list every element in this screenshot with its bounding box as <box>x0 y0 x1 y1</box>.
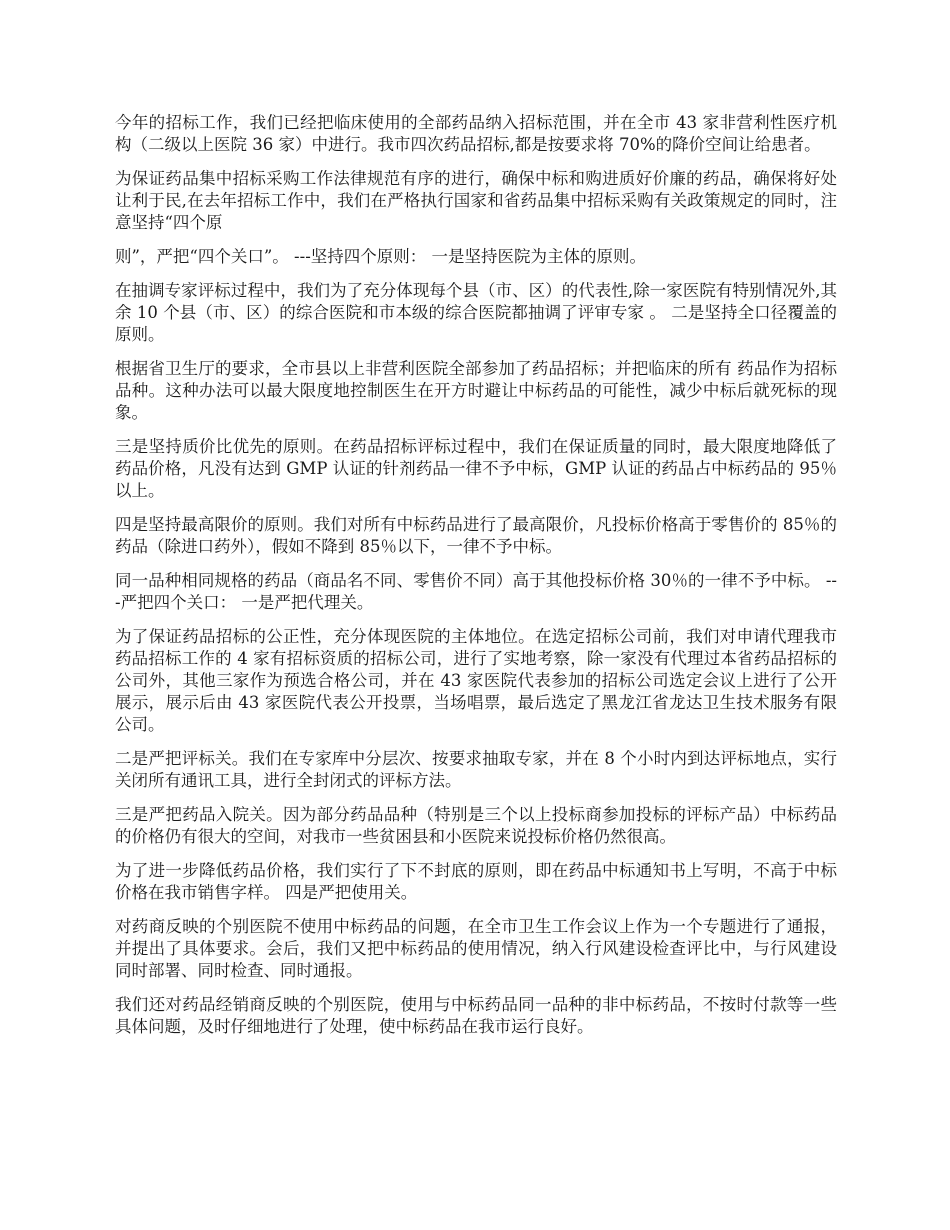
paragraph: 则”，严把“四个关口”。 ---坚持四个原则： 一是坚持医院为主体的原则。 <box>115 247 647 266</box>
paragraph: 为了保证药品招标的公正性，充分体现医院的主体地位。在选定招标公司前，我们对申请代理我市药品招标工作的 4 家有招标资质的招标公司，进行了实地考察，除一家没有代理过本省药品招标的公司外，其他三家作为预选合格公司，并在 43 家医院代表参加的招标公司选定会议上进行了公开展示，展示后由 43 家医院代表公开投票，当场唱票，最后选定了黑龙江省龙达卫生技术服务有限公司。 <box>115 627 837 734</box>
paragraph: 今年的招标工作，我们已经把临床使用的全部药品纳入招标范围，并在全市 43 家非营利性医疗机构（二级以上医院 36 家）中进行。我市四次药品招标,都是按要求将 70%的降价空间让给患者。 <box>115 113 837 154</box>
paragraph: 在抽调专家评标过程中，我们为了充分体现每个县（市、区）的代表性,除一家医院有特别情况外,其余 10 个县（市、区）的综合医院和市本级的综合医院都抽调了评审专家 。 二是坚持全口径覆盖的原则。 <box>115 281 837 344</box>
document-body <box>115 112 837 1050</box>
paragraph: 为保证药品集中招标采购工作法律规范有序的进行，确保中标和购进质好价廉的药品，确保将好处让利于民,在去年招标工作中，我们在严格执行国家和省药品集中招标采购有关政策规定的同时，注意坚持“四个原 <box>115 169 837 232</box>
paragraph: 四是坚持最高限价的原则。我们对所有中标药品进行了最高限价，凡投标价格高于零售价的 85％的药品（除进口药外），假如不降到 85％以下，一律不予中标。 <box>115 515 837 556</box>
paragraph: 对药商反映的个别医院不使用中标药品的问题，在全市卫生工作会议上作为一个专题进行了通报，并提出了具体要求。会后，我们又把中标药品的使用情况，纳入行风建设检查评比中，与行风建设同时部署、同时检查、同时通报。 <box>115 917 837 980</box>
paragraph: 为了进一步降低药品价格，我们实行了下不封底的原则，即在药品中标通知书上写明，不高于中标价格在我市销售字样。 四是严把使用关。 <box>115 861 837 902</box>
paragraph: 三是坚持质价比优先的原则。在药品招标评标过程中，我们在保证质量的同时，最大限度地降低了药品价格，凡没有达到 GMP 认证的针剂药品一律不予中标，GMP 认证的药品占中标药品的 95％以上。 <box>115 437 837 500</box>
paragraph: 二是严把评标关。我们在专家库中分层次、按要求抽取专家，并在 8 个小时内到达评标地点，实行关闭所有通讯工具，进行全封闭式的评标方法。 <box>115 749 837 790</box>
paragraph: 我们还对药品经销商反映的个别医院，使用与中标药品同一品种的非中标药品，不按时付款等一些具体问题，及时仔细地进行了处理，使中标药品在我市运行良好。 <box>115 995 837 1036</box>
paragraph: 同一品种相同规格的药品（商品名不同、零售价不同）高于其他投标价格 30％的一律不予中标。 ---严把四个关口： 一是严把代理关。 <box>115 571 837 612</box>
paragraph: 三是严把药品入院关。因为部分药品品种（特别是三个以上投标商参加投标的评标产品）中标药品的价格仍有很大的空间，对我市一些贫困县和小医院来说投标价格仍然很高。 <box>115 805 837 846</box>
paragraph: 根据省卫生厅的要求，全市县以上非营利医院全部参加了药品招标；并把临床的所有 药品作为招标品种。这种办法可以最大限度地控制医生在开方时避让中标药品的可能性，减少中标后就死标的现象。 <box>115 359 837 422</box>
